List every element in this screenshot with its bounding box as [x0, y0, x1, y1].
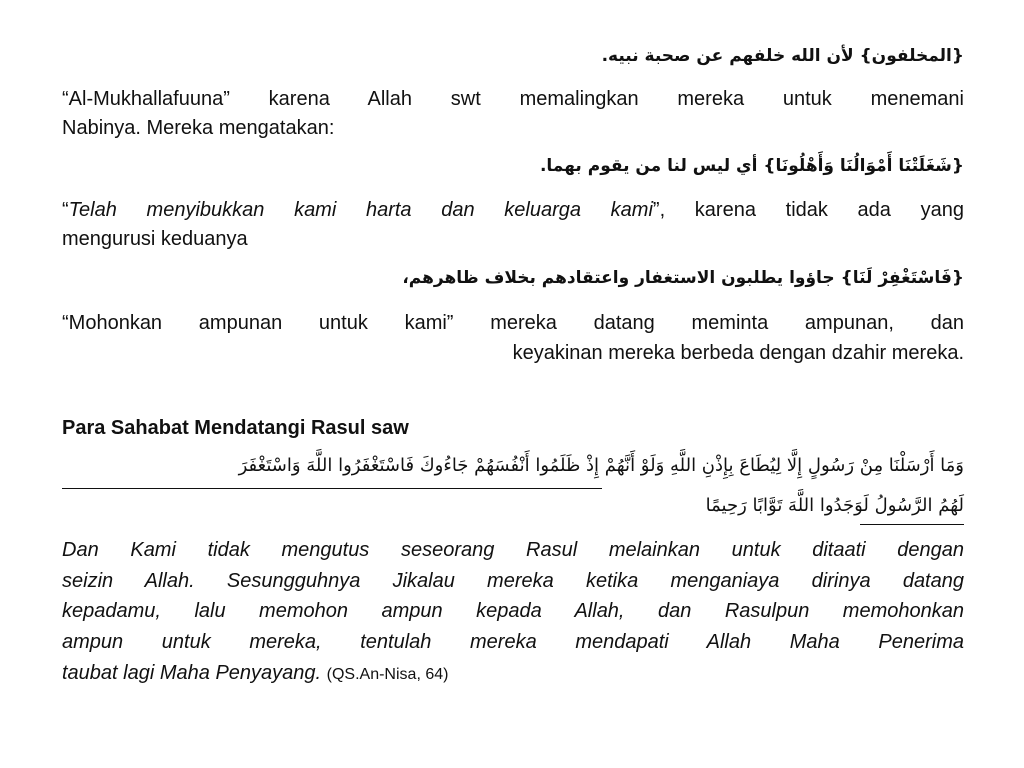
paragraph-syaghalatna-rest: ”, karena tidak ada yang — [652, 199, 964, 221]
arabic-line-syaghalatna: {شَغَلَتْنَا أَمْوَالُنَا وَأَهْلُونَا} أي ليس لنا من يقوم بهما. — [539, 156, 964, 176]
verse-reference: (QS.An-Nisa, 64) — [326, 666, 449, 683]
paragraph-mukhallafun-line-2: Nabinya. Mereka mengatakan: — [62, 117, 335, 139]
section-heading: Para Sahabat Mendatangi Rasul saw — [62, 417, 409, 439]
translation-line-1: Dan Kami tidak mengutus seseorang Rasul melainkan untuk ditaati dengan — [62, 539, 964, 561]
verse-underline-2 — [860, 524, 964, 525]
translation-line-2: seizin Allah. Sesungguhnya Jikalau mereka ketika menganiaya dirinya datang — [62, 570, 964, 592]
paragraph-fastaghfir-line-1: “Mohonkan ampunan untuk kami” mereka datang meminta ampunan, dan — [62, 312, 964, 334]
italic-quote-phrase: Telah menyibukkan kami harta dan keluarga kami — [68, 199, 653, 221]
paragraph-syaghalatna-line-2: mengurusi keduanya — [62, 228, 248, 250]
quran-verse-line-2: لَهُمُ الرَّسُولُ لَوَجَدُوا اللَّهَ تَوَّابًا رَحِيمًا — [705, 495, 964, 516]
paragraph-syaghalatna-line-1 — [62, 195, 964, 225]
quote-open: “ — [62, 199, 69, 221]
verse-underline-1 — [62, 488, 602, 489]
arabic-line-fastaghfir: {فَاسْتَغْفِرْ لَنَا} جاؤوا يطلبون الاستغفار واعتقادهم بخلاف ظاهرهم، — [402, 268, 964, 288]
paragraph-mukhallafun-line-1: “Al-Mukhallafuuna” karena Allah swt memalingkan mereka untuk menemani — [62, 88, 964, 110]
arabic-line-mukhallafun: {المخلفون} لأن الله خلفهم عن صحبة نبيه. — [601, 46, 964, 66]
translation-last-text: taubat lagi Maha Penyayang. — [62, 662, 322, 684]
quran-verse-line-1: وَمَا أَرْسَلْنَا مِنْ رَسُولٍ إِلَّا لِيُطَاعَ بِإِذْنِ اللَّهِ وَلَوْ أَنَّهُمْ إِذْ ظَلَمُوا أَنْفُسَهُمْ جَاءُوكَ فَاسْتَغْفَرُوا اللَّهَ وَاسْتَغْفَرَ — [238, 455, 964, 476]
translation-line-5 — [62, 658, 964, 690]
slide-content — [62, 0, 964, 768]
translation-line-3: kepadamu, lalu memohon ampun kepada Allah, dan Rasulpun memohonkan — [62, 600, 964, 622]
translation-line-4: ampun untuk mereka, tentulah mereka mendapati Allah Maha Penerima — [62, 631, 964, 653]
paragraph-fastaghfir-line-2: keyakinan mereka berbeda dengan dzahir mereka. — [512, 342, 964, 364]
